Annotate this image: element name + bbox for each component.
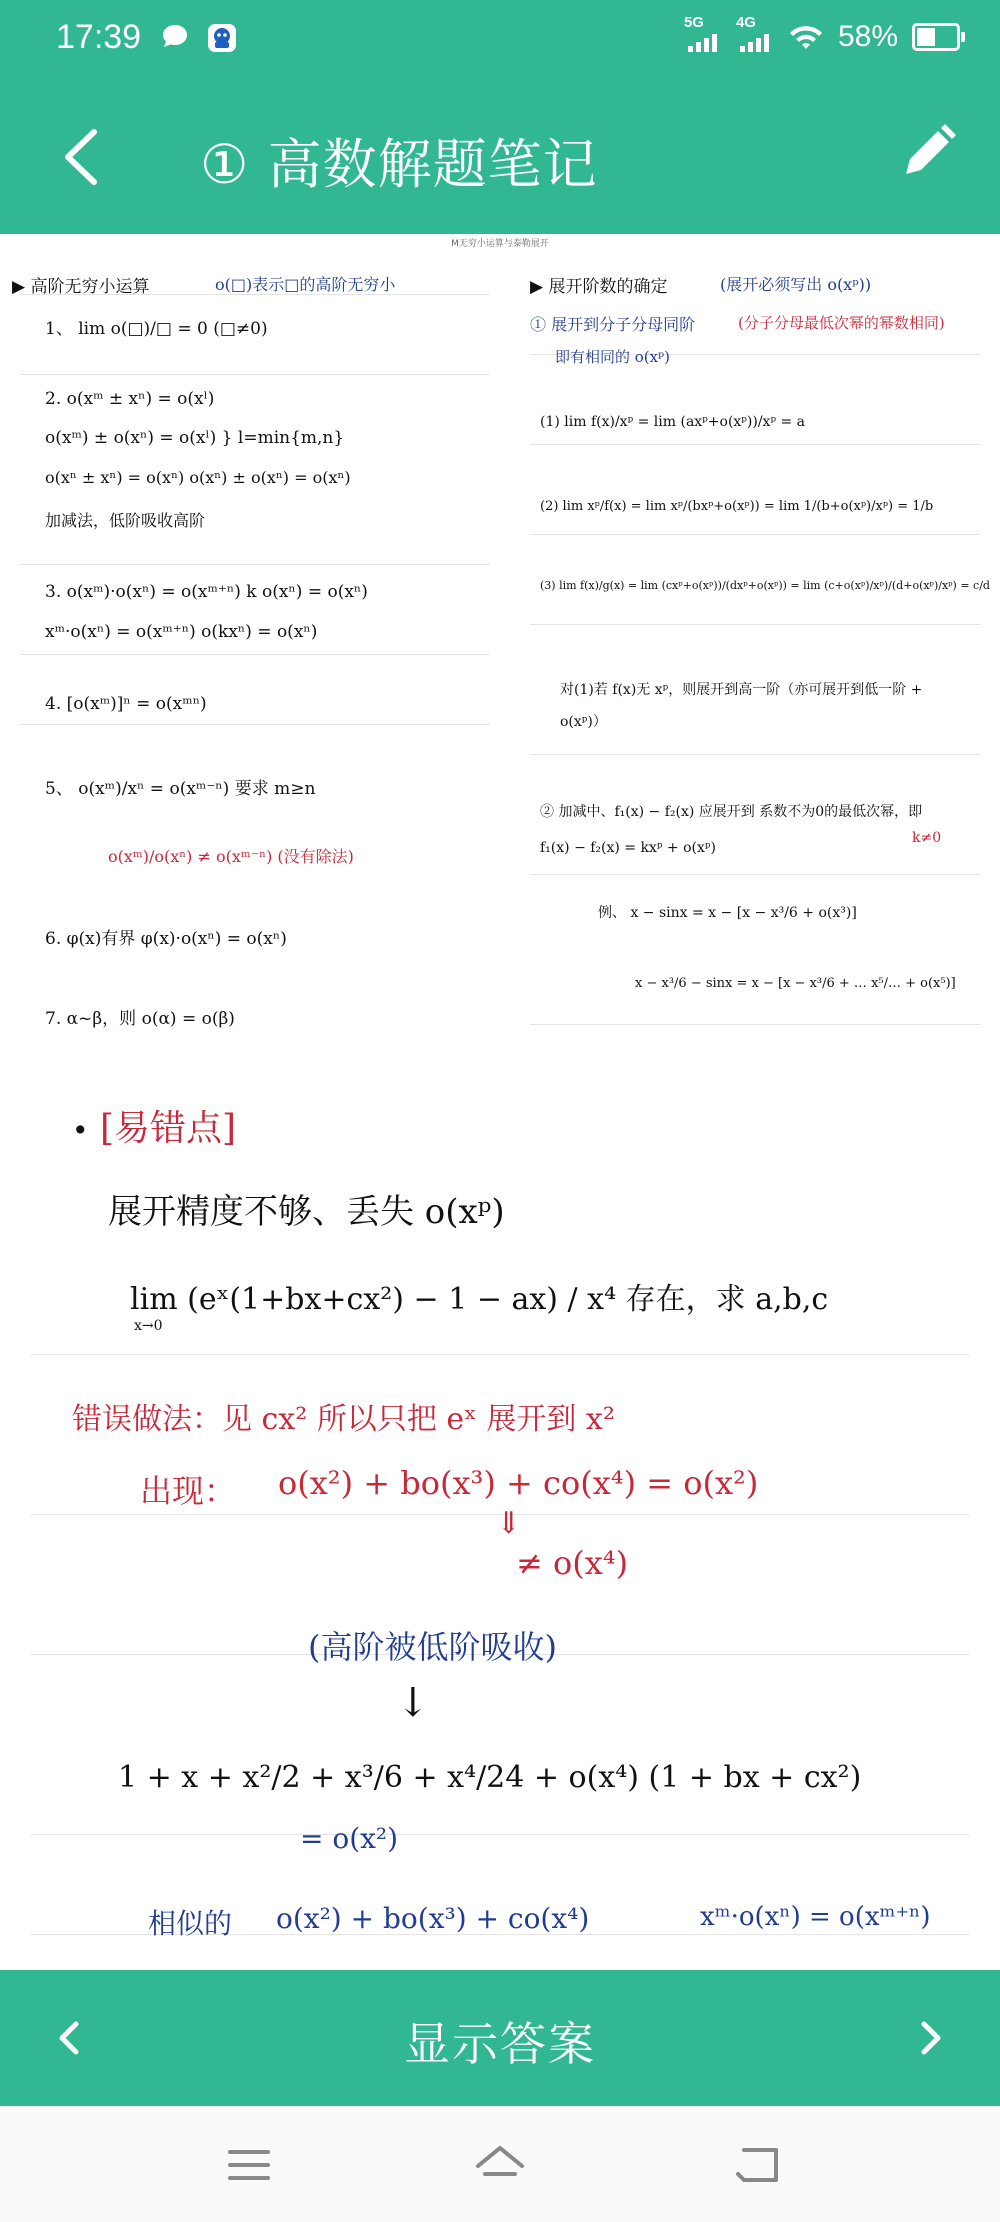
- answer-bar: [0, 1970, 1000, 2106]
- signal-5g-icon: [683, 14, 722, 52]
- right-point-2-tail: k≠0: [912, 830, 942, 846]
- appear-label: 出现：: [140, 1472, 237, 1510]
- equals-o: = o(x²): [300, 1822, 399, 1855]
- mistake-lim-sub: x→0: [134, 1318, 163, 1334]
- similar-expr-2: xᵐ·o(xⁿ) = o(xᵐ⁺ⁿ): [700, 1902, 931, 1932]
- similar-label: 相似的: [148, 1907, 233, 1940]
- note-image: [0, 234, 1000, 1970]
- rule-1: 1、 lim o(□)/□ = 0 (□≠0): [45, 319, 268, 339]
- rule-5: 5、 o(xᵐ)/xⁿ = o(xᵐ⁻ⁿ) 要求 m≥n: [45, 779, 316, 799]
- rule-2b: o(xᵐ) ± o(xⁿ) = o(xˡ) } l=min{m,n}: [45, 428, 345, 448]
- note-caption: M无穷小运算与泰勒展开: [451, 239, 549, 249]
- notification-icons: [160, 22, 238, 54]
- rule-3b: xᵐ·o(xⁿ) = o(xᵐ⁺ⁿ) o(kxⁿ) = o(xⁿ): [45, 622, 318, 642]
- network-label-2: 4G: [735, 14, 756, 31]
- rule-5-wrong: o(xᵐ)/o(xⁿ) ≠ o(xᵐ⁻ⁿ) (没有除法): [108, 847, 354, 866]
- right-point-1: ① 展开到分子分母同阶: [530, 315, 696, 334]
- rule-6: 6. φ(x)有界 φ(x)·o(xⁿ) = o(xⁿ): [45, 929, 287, 949]
- rule-2d: 加减法，低阶吸收高阶: [45, 511, 206, 530]
- chat-bubble-icon: [160, 22, 190, 52]
- rule-2c: o(xⁿ ± xⁿ) = o(xⁿ) o(xⁿ) ± o(xⁿ) = o(xⁿ): [45, 468, 351, 487]
- signal-4g-icon: [735, 14, 774, 52]
- bullet-dot: •: [72, 1114, 89, 1147]
- right-remark: 对(1)若 f(x)无 xᵖ，则展开到高一阶（亦可展开到低一阶 + o(xᵖ)）: [560, 682, 923, 730]
- right-heading: ▶ 展开阶数的确定: [530, 277, 668, 297]
- left-heading-note: o(□)表示□的高阶无穷小: [215, 275, 396, 294]
- system-nav-bar: [0, 2106, 1000, 2222]
- show-answer-button[interactable]: 显示答案: [404, 2017, 596, 2071]
- absorbed-note: (高阶被低阶吸收): [308, 1628, 557, 1666]
- home-button[interactable]: [470, 2142, 530, 2188]
- status-time: 17:39: [56, 18, 142, 56]
- status-bar: [0, 0, 1000, 82]
- similar-expr: o(x²) + bo(x³) + co(x⁴): [276, 1902, 590, 1935]
- right-point-1-note: (分子分母最低次幂的幂数相同): [738, 314, 945, 332]
- right-heading-note: (展开必须写出 o(xᵖ)): [720, 275, 872, 294]
- chevron-left-icon: [52, 122, 112, 192]
- rule-2a: 2. o(xᵐ ± xⁿ) = o(xˡ): [45, 389, 215, 409]
- next-button[interactable]: [900, 2008, 960, 2068]
- app-avatar-icon: [206, 22, 238, 54]
- appear-expr: o(x²) + bo(x³) + co(x⁴) = o(x²): [278, 1464, 759, 1502]
- mistake-title: [易错点]: [100, 1108, 237, 1149]
- menu-button[interactable]: [220, 2142, 280, 2188]
- home-icon: [470, 2142, 530, 2188]
- battery-icon: [912, 23, 960, 51]
- rule-3a: 3. o(xᵐ)·o(xⁿ) = o(xᵐ⁺ⁿ) k o(xⁿ) = o(xⁿ): [45, 582, 368, 602]
- status-right: [683, 14, 960, 54]
- left-heading: ▶ 高阶无穷小运算: [12, 277, 150, 297]
- right-formula-1: (1) lim f(x)/xᵖ = lim (axᵖ+o(xᵖ))/xᵖ = a: [540, 414, 806, 430]
- right-point-2: ② 加减中、f₁(x) − f₂(x) 应展开到 系数不为0的最低次幂，即 f₁(x) − f₂(x) = kxᵖ + o(xᵖ): [540, 804, 923, 856]
- battery-percent: 58%: [837, 20, 898, 53]
- right-point-1-tail: 即有相同的 o(xᵖ): [555, 348, 670, 366]
- nav-back-button[interactable]: [730, 2142, 790, 2188]
- mistake-line-1: 展开精度不够、丢失 o(xᵖ): [108, 1192, 505, 1232]
- right-example-1: 例、 x − sinx = x − [x − x³/6 + o(x³)]: [598, 905, 857, 921]
- menu-icon: [220, 2142, 280, 2188]
- network-label-1: 5G: [683, 14, 704, 31]
- neq-expr: ≠ o(x⁴): [516, 1544, 629, 1582]
- edit-button[interactable]: [892, 118, 962, 188]
- back-icon: [730, 2142, 790, 2188]
- right-formula-3: (3) lim f(x)/g(x) = lim (cxᵖ+o(xᵖ))/(dxᵖ+o(xᵖ)) = lim (c+o(xᵖ)/xᵖ)/(d+o(xᵖ)/xᵖ) = c/d: [540, 579, 990, 592]
- expansion: 1 + x + x²/2 + x³/6 + x⁴/24 + o(x⁴) (1 + bx + cx²): [118, 1760, 862, 1795]
- wrong-method: 错误做法：见 cx² 所以只把 eˣ 展开到 x²: [72, 1402, 615, 1437]
- back-button[interactable]: [52, 122, 112, 192]
- down-arrow-black: ↓: [396, 1680, 430, 1726]
- rule-4: 4. [o(xᵐ)]ⁿ = o(xᵐⁿ): [45, 694, 207, 714]
- mistake-line-2: lim (eˣ(1+bx+cx²) − 1 − ax) / x⁴ 存在，求 a,b,c: [130, 1282, 829, 1317]
- page-title: ① 高数解题笔记: [200, 133, 598, 196]
- down-arrow-red: ⇓: [496, 1506, 522, 1541]
- right-example-2: x − x³/6 − sinx = x − [x − x³/6 + … x⁵/… + o(x⁵)]: [635, 976, 956, 991]
- right-formula-2: (2) lim xᵖ/f(x) = lim xᵖ/(bxᵖ+o(xᵖ)) = lim 1/(b+o(xᵖ)/xᵖ) = 1/b: [540, 499, 934, 514]
- rule-7: 7. α~β，则 o(α) = o(β): [45, 1009, 235, 1029]
- pencil-icon: [892, 118, 962, 188]
- app-header: [0, 82, 1000, 234]
- chevron-right-icon: [900, 2008, 960, 2068]
- wifi-icon: [788, 22, 824, 52]
